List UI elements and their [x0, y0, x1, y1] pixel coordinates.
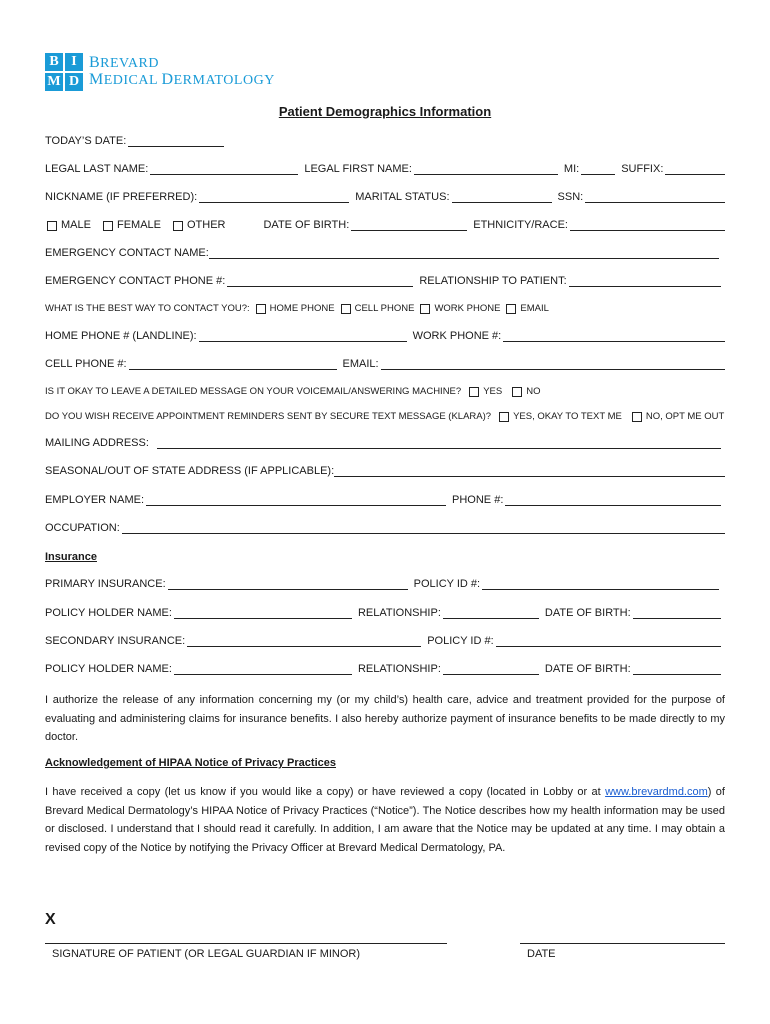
ethnicity-label: ETHNICITY/RACE:: [473, 219, 568, 231]
male-checkbox[interactable]: [47, 221, 57, 231]
logo-initial: B: [89, 54, 101, 71]
dob-field[interactable]: [351, 219, 467, 231]
seasonal-address-field[interactable]: [334, 465, 725, 477]
male-label: MALE: [61, 219, 91, 231]
emergency-name-label: EMERGENCY CONTACT NAME:: [45, 247, 209, 259]
voicemail-row: [45, 386, 725, 397]
hipaa-text-after: ) of Brevard Medical Dermatology’s HIPAA Notice of Privacy Practices (“Notice”). The Notice describes how my health information may be used or disclosed. I understand that I should read it carefully. In addition, I am aware that the Notice may be updated at any time. I may obtain a revised copy of the Notice by notifying the Privacy Officer at Brevard Medical Dermatology, PA.: [45, 786, 725, 854]
work-phone-checkbox[interactable]: [420, 304, 430, 314]
todays-date-row: [45, 135, 725, 147]
home-phone-label: HOME PHONE # (LANDLINE):: [45, 330, 197, 342]
logo-word: ERMATOLOGY: [173, 73, 275, 88]
marital-status-field[interactable]: [452, 191, 552, 203]
logo-cell: I: [65, 53, 83, 71]
mi-field[interactable]: [581, 163, 615, 175]
email-field[interactable]: [381, 358, 725, 370]
primary-insurance-field[interactable]: [168, 578, 408, 590]
voicemail-yes-checkbox[interactable]: [469, 387, 479, 397]
cell-phone-label: CELL PHONE #:: [45, 358, 127, 370]
work-phone-option: WORK PHONE: [434, 303, 501, 314]
secondary-insurance-row: [45, 635, 725, 647]
female-label: FEMALE: [116, 219, 161, 231]
date-field[interactable]: [520, 943, 725, 944]
employer-row: [45, 494, 725, 506]
hipaa-text-before: I have received a copy (let us know if you would like a copy) or have reviewed a copy (located in Lobby or at: [45, 786, 606, 798]
website-link[interactable]: www.brevardmd.com: [605, 786, 708, 798]
other-checkbox[interactable]: [173, 221, 183, 231]
primary-relationship-field[interactable]: [443, 607, 539, 619]
primary-policy-id-field[interactable]: [482, 578, 719, 590]
work-phone-label: WORK PHONE #:: [412, 330, 502, 342]
mi-label: MI:: [563, 163, 580, 175]
ssn-label: SSN:: [557, 191, 584, 203]
seasonal-address-label: SEASONAL/OUT OF STATE ADDRESS (IF APPLICABLE):: [45, 465, 335, 477]
mailing-address-row: [45, 437, 725, 449]
primary-holder-dob-field[interactable]: [633, 607, 721, 619]
cell-phone-option: CELL PHONE: [354, 303, 415, 314]
home-phone-option: HOME PHONE: [269, 303, 335, 314]
occupation-label: OCCUPATION:: [45, 522, 120, 534]
cell-phone-checkbox[interactable]: [341, 304, 351, 314]
secondary-insurance-field[interactable]: [187, 635, 421, 647]
secondary-relationship-field[interactable]: [443, 663, 539, 675]
primary-holder-field[interactable]: [174, 607, 352, 619]
legal-last-name-field[interactable]: [150, 163, 298, 175]
emergency-name-field[interactable]: [209, 247, 719, 259]
marital-status-label: MARITAL STATUS:: [355, 191, 450, 203]
logo-initial: M: [89, 71, 104, 88]
employer-phone-field[interactable]: [505, 494, 721, 506]
voicemail-no-label: NO: [526, 386, 541, 397]
text-no-checkbox[interactable]: [632, 412, 642, 422]
logo-word: EDICAL: [103, 73, 158, 88]
secondary-holder-label: POLICY HOLDER NAME:: [45, 663, 172, 675]
sex-dob-row: [45, 219, 725, 231]
signature-label: SIGNATURE OF PATIENT (OR LEGAL GUARDIAN IF MINOR): [52, 948, 361, 960]
text-reminder-row: [45, 411, 725, 422]
text-no-label: NO, OPT ME OUT: [645, 411, 725, 422]
secondary-holder-dob-field[interactable]: [633, 663, 721, 675]
todays-date-label: TODAY’S DATE:: [45, 135, 127, 147]
employer-name-field[interactable]: [146, 494, 446, 506]
ethnicity-field[interactable]: [570, 219, 725, 231]
legal-first-name-field[interactable]: [414, 163, 558, 175]
other-label: OTHER: [186, 219, 226, 231]
logo-cell: B: [45, 53, 63, 71]
primary-holder-dob-label: DATE OF BIRTH:: [544, 607, 631, 619]
emergency-phone-field[interactable]: [227, 275, 413, 287]
hipaa-heading: Acknowledgement of HIPAA Notice of Privacy Practices: [45, 757, 336, 769]
secondary-insurance-label: SECONDARY INSURANCE:: [45, 635, 186, 647]
primary-holder-row: [45, 607, 725, 619]
work-phone-field[interactable]: [503, 330, 725, 342]
legal-last-name-label: LEGAL LAST NAME:: [45, 163, 149, 175]
suffix-label: SUFFIX:: [621, 163, 664, 175]
secondary-relationship-label: RELATIONSHIP:: [357, 663, 441, 675]
secondary-holder-field[interactable]: [174, 663, 352, 675]
voicemail-yes-label: YES: [483, 386, 503, 397]
relationship-to-patient-label: RELATIONSHIP TO PATIENT:: [419, 275, 567, 287]
page-title: Patient Demographics Information: [278, 104, 492, 119]
voicemail-no-checkbox[interactable]: [512, 387, 522, 397]
primary-insurance-label: PRIMARY INSURANCE:: [45, 578, 166, 590]
occupation-row: [45, 522, 725, 534]
best-way-label: WHAT IS THE BEST WAY TO CONTACT YOU?:: [45, 303, 250, 314]
home-phone-checkbox[interactable]: [256, 304, 266, 314]
emergency-phone-label: EMERGENCY CONTACT PHONE #:: [45, 275, 226, 287]
signature-field[interactable]: [45, 943, 447, 944]
hipaa-text: [45, 783, 725, 857]
primary-insurance-row: [45, 578, 725, 590]
employer-phone-label: PHONE #:: [452, 494, 504, 506]
text-yes-label: YES, OKAY TO TEXT ME: [513, 411, 622, 422]
brevard-logo: [45, 53, 275, 91]
best-way-row: [45, 303, 725, 314]
signature-x-mark: X: [45, 911, 56, 928]
cell-email-row: [45, 358, 725, 370]
todays-date-field[interactable]: [128, 135, 224, 147]
dob-label: DATE OF BIRTH:: [263, 219, 350, 231]
voicemail-question: IS IT OKAY TO LEAVE A DETAILED MESSAGE ON YOUR VOICEMAIL/ANSWERING MACHINE?: [45, 386, 462, 397]
primary-relationship-label: RELATIONSHIP:: [357, 607, 441, 619]
cell-phone-field[interactable]: [129, 358, 337, 370]
email-label: EMAIL:: [342, 358, 379, 370]
email-checkbox[interactable]: [506, 304, 516, 314]
home-phone-field[interactable]: [199, 330, 407, 342]
secondary-policy-id-label: POLICY ID #:: [427, 635, 494, 647]
mailing-address-field[interactable]: [157, 437, 721, 449]
female-checkbox[interactable]: [103, 221, 113, 231]
nickname-row: [45, 191, 725, 203]
home-work-phone-row: [45, 330, 725, 342]
insurance-heading: Insurance: [45, 551, 97, 563]
logo-cell: M: [45, 73, 63, 91]
legal-name-row: [45, 163, 725, 175]
employer-name-label: EMPLOYER NAME:: [45, 494, 145, 506]
nickname-label: NICKNAME (IF PREFERRED):: [45, 191, 198, 203]
secondary-holder-row: [45, 663, 725, 675]
primary-holder-label: POLICY HOLDER NAME:: [45, 607, 172, 619]
logo-mark: [45, 53, 83, 91]
nickname-field[interactable]: [199, 191, 349, 203]
suffix-field[interactable]: [665, 163, 725, 175]
logo-initial: D: [161, 71, 174, 88]
ssn-field[interactable]: [585, 191, 725, 203]
emergency-name-row: [45, 247, 725, 259]
mailing-address-label: MAILING ADDRESS:: [45, 437, 149, 449]
date-label: DATE: [527, 948, 556, 960]
logo-cell: D: [65, 73, 83, 91]
secondary-policy-id-field[interactable]: [496, 635, 721, 647]
logo-word: REVARD: [100, 56, 159, 71]
secondary-holder-dob-label: DATE OF BIRTH:: [544, 663, 631, 675]
legal-first-name-label: LEGAL FIRST NAME:: [304, 163, 412, 175]
occupation-field[interactable]: [122, 522, 725, 534]
authorization-text: I authorize the release of any information concerning my (or my child’s) health care, advice and treatment provided for the purpose of evaluating and administering claims for insurance benefits. I also hereby authorize payment of insurance benefits to be made directly to my doctor.: [45, 694, 725, 743]
email-option: EMAIL: [520, 303, 549, 314]
emergency-phone-row: [45, 275, 725, 287]
primary-policy-id-label: POLICY ID #:: [413, 578, 481, 590]
logo-wordmark: [89, 55, 275, 89]
relationship-to-patient-field[interactable]: [569, 275, 721, 287]
text-yes-checkbox[interactable]: [499, 412, 509, 422]
seasonal-address-row: [45, 465, 725, 477]
text-reminder-question: DO YOU WISH RECEIVE APPOINTMENT REMINDERS SENT BY SECURE TEXT MESSAGE (KLARA)?: [45, 411, 492, 422]
